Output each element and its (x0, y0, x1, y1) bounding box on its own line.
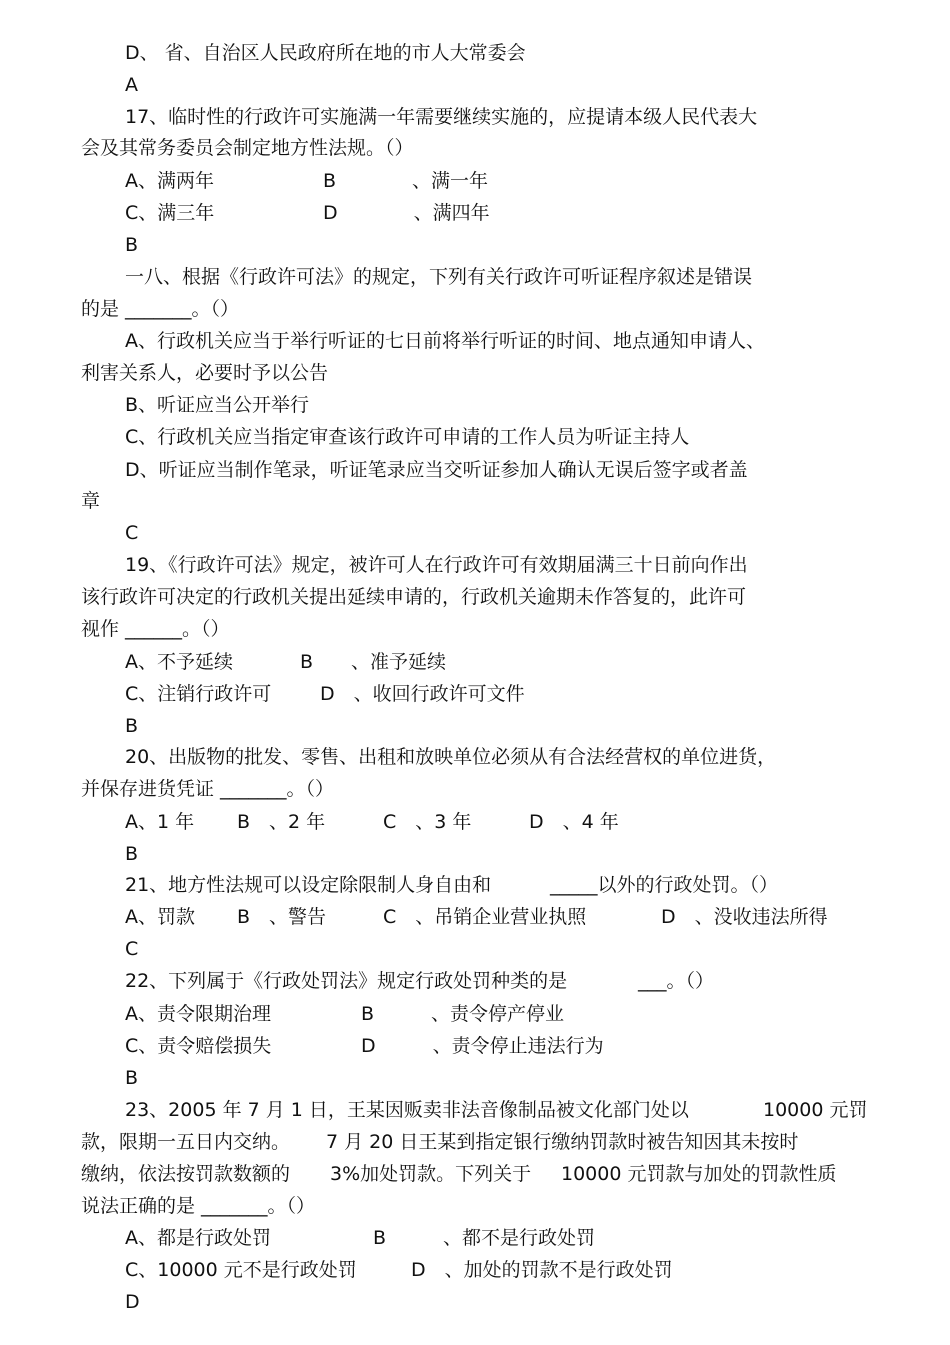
q20-option-b: B 、2 年 (237, 811, 326, 833)
q19-option-b: B 、准予延续 (300, 651, 447, 673)
q19-option-a: A、不予延续 (125, 651, 233, 673)
q22-option-a: A、责令限期治理 (125, 1003, 271, 1025)
q17-option-a: A、满两年 (125, 170, 214, 192)
q17-option-b: B 、满一年 (323, 170, 489, 192)
q19-option-c: C、注销行政许可 (125, 683, 272, 705)
q21-option-a: A、罚款 (125, 906, 195, 928)
q22-option-d: D 、责令停止违法行为 (361, 1035, 604, 1057)
q22-option-b: B 、责令停产停业 (361, 1003, 565, 1025)
q17-option-d: D 、满四年 (323, 202, 490, 224)
q20-option-a: A、1 年 (125, 811, 195, 833)
q20-option-d: D 、4 年 (529, 811, 619, 833)
q22-option-c: C、责令赔偿损失 (125, 1035, 272, 1057)
q23-option-b: B 、都不是行政处罚 (373, 1227, 596, 1249)
q23-option-c: C、10000 元不是行政处罚 (125, 1259, 357, 1281)
q23-option-d: D 、加处的罚款不是行政处罚 (411, 1259, 673, 1281)
q19-option-d: D 、收回行政许可文件 (320, 683, 525, 705)
q21-option-d: D 、没收违法所得 (661, 906, 828, 928)
q21-option-c: C 、吊销企业营业执照 (383, 906, 587, 928)
document-page: D、 省、自治区人民政府所在地的市人大常委会 A 17、临时性的行政许可实施满一年需要继续实施的，应提请本级人民代表大 会及其常务委员会制定地方性法规。（） A、满两年 B 、满一年 C、满三年 D 、满四年 B 一八、根据《行政许可法》的规定，下列有关行政许可听证程序叙述是错误 的是 _______。（） A、行政机关应当于举行听证的七日前将举行听证的时间、地点通知申请人、 利害关系人，必要时予以公告 B、听证应当公开举行 C、行政机关应当指定审查该行政许可申请的工作人员为听证主持人 D、听证应当制作笔录，听证笔录应当交听证参加人确认无误后签字或者盖 章 C 19、《行政许可法》规定，被许可人在行政许可有效期届满三十日前向作出 该行政许可决定的行政机关提出延续申请的，行政机关逾期未作答复的，此许可 视作 ______。（） A、不予延续 B 、准予延续 C、注销行政许可 D 、收回行政许可文件 B 20、出版物的批发、零售、出租和放映单位必须从有合法经营权的单位进货， 并保存进货凭证 _______。（） A、1 年 B 、2 年 C 、3 年 D 、4 年 B 21、地方性法规可以设定除限制人身自由和 _____以外的行政处罚。（） A、罚款 B 、警告 C 、吊销企业营业执照 D 、没收违法所得 C 22、下列属于《行政处罚法》规定行政处罚种类的是 ___。（） A、责令限期治理 B 、责令停产停业 C、责令赔偿损失 D 、责令停止违法行为 B 23、2005 年 7 月 1 日，王某因贩卖非法音像制品被文化部门处以 10000 元罚 款，限期一五日内交纳。 7 月 20 日王某到指定银行缴纳罚款时被告知因其未按时 缴纳，依法按罚款数额的 3%加处罚款。下列关于 10000 元罚款与加处的罚款性质 说法正确的是 _______。（） A、都是行政处罚 B 、都不是行政处罚 C、10000 元不是行政处罚 D 、加处的罚款不是行政处罚 D (81, 42, 868, 1313)
q17-option-c: C、满三年 (125, 202, 215, 224)
q23-option-a: A、都是行政处罚 (125, 1227, 271, 1249)
q21-option-b: B 、警告 (237, 906, 327, 928)
q20-option-c: C 、3 年 (383, 811, 472, 833)
